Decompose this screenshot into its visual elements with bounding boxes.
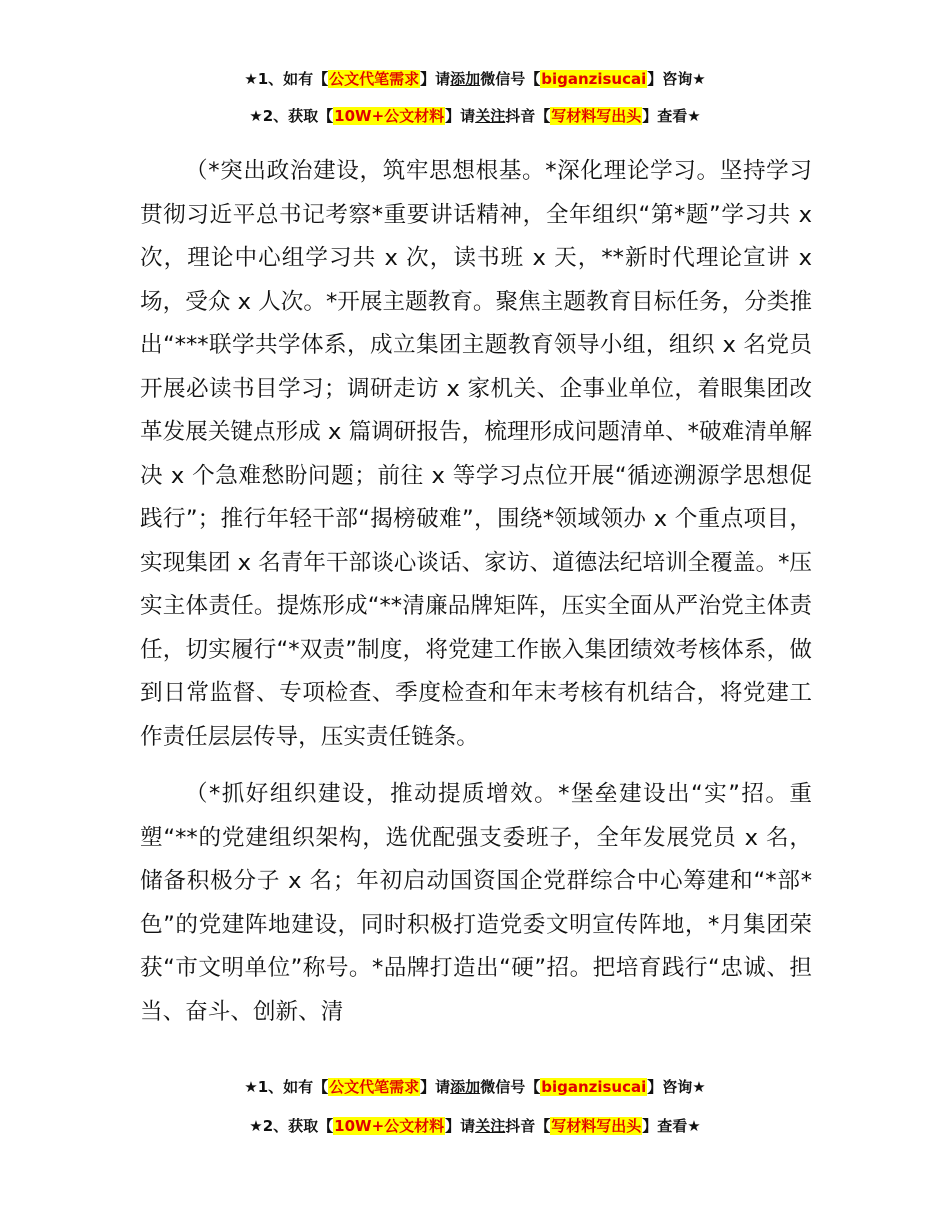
banner-text: 1、如有【: [257, 70, 329, 88]
banner-text: 微信号【: [480, 1078, 541, 1096]
banner-text: 2、获取【: [262, 107, 334, 125]
banner-text: 】请: [445, 107, 476, 125]
star-icon: ★: [687, 107, 701, 125]
top-banner-line-1: [0, 69, 950, 89]
bottom-banner-line-1: [0, 1077, 950, 1097]
highlight-wechat-id: biganzisucai: [541, 70, 647, 88]
highlight-service: 公文代笔需求: [329, 1078, 420, 1096]
star-icon: ★: [687, 1117, 701, 1135]
highlight-wechat-id: biganzisucai: [541, 1078, 647, 1096]
star-icon: ★: [249, 107, 263, 125]
paragraph-organization-building: （*抓好组织建设，推动提质增效。*堡垒建设出“实”招。重塑“**的党建组织架构，选优配强支委班子，全年发展党员 x 名，储备积极分子 x 名；年初启动国资国企党群综合中心筹建和“*部*色”的党建阵地建设，同时积极打造党委文明宣传阵地，*月集团荣获“市文明单位”称号。*品牌打造出“硬”招。把培育践行“忠诚、担当、奋斗、创新、清: [140, 781, 812, 1025]
paragraph-political-building: （*突出政治建设，筑牢思想根基。*深化理论学习。坚持学习贯彻习近平总书记考察*重要讲话精神，全年组织“第*题”学习共 x 次，理论中心组学习共 x 次，读书班 x 天，**新时代理论宣讲 x 场，受众 x 人次。*开展主题教育。聚焦主题教育目标任务，分类推出“***联学共学体系，成立集团主题教育领导小组，组织 x 名党员开展必读书目学习；调研走访 x 家机关、企事业单位，着眼集团改革发展关键点形成 x 篇调研报告，梳理形成问题清单、*破难清单解决 x 个急难愁盼问题；前往 x 等学习点位开展“循迹溯源学思想促践行”；推行年轻干部“揭榜破难”，围绕*领域领办 x 个重点项目，实现集团 x 名青年干部谈心谈话、家访、道德法纪培训全覆盖。*压实主体责任。提炼形成“**清廉品牌矩阵，压实全面从严治党主体责任，切实履行“*双责”制度，将党建工作嵌入集团绩效考核体系，做到日常监督、专项检查、季度检查和年末考核有机结合，将党建工作责任层层传导，压实责任链条。: [140, 158, 812, 750]
bottom-banner-line-2: [0, 1116, 950, 1136]
banner-text: 】咨询: [647, 1078, 693, 1096]
banner-text: 抖音【: [505, 107, 551, 125]
star-icon: ★: [249, 1117, 263, 1135]
banner-text: 】请: [420, 70, 451, 88]
banner-text: 】请: [420, 1078, 451, 1096]
document-body: [140, 150, 812, 1034]
top-banner-line-2: [0, 106, 950, 126]
banner-text: 2、获取【: [262, 1117, 334, 1135]
star-icon: ★: [244, 1078, 258, 1096]
banner-text: 】查看: [642, 107, 688, 125]
highlight-materials: 10W+公文材料: [334, 107, 445, 125]
banner-text: 】查看: [642, 1117, 688, 1135]
underlined-word: 添加: [450, 1078, 481, 1096]
underlined-word: 添加: [450, 70, 481, 88]
star-icon: ★: [244, 70, 258, 88]
star-icon: ★: [692, 1078, 706, 1096]
highlight-douyin: 写材料写出头: [551, 1117, 642, 1135]
banner-text: 1、如有【: [257, 1078, 329, 1096]
star-icon: ★: [692, 70, 706, 88]
underlined-word: 关注: [475, 107, 506, 125]
highlight-douyin: 写材料写出头: [551, 107, 642, 125]
banner-text: 】请: [445, 1117, 476, 1135]
underlined-word: 关注: [475, 1117, 506, 1135]
highlight-materials: 10W+公文材料: [334, 1117, 445, 1135]
banner-text: 微信号【: [480, 70, 541, 88]
banner-text: 】咨询: [647, 70, 693, 88]
banner-text: 抖音【: [505, 1117, 551, 1135]
highlight-service: 公文代笔需求: [329, 70, 420, 88]
